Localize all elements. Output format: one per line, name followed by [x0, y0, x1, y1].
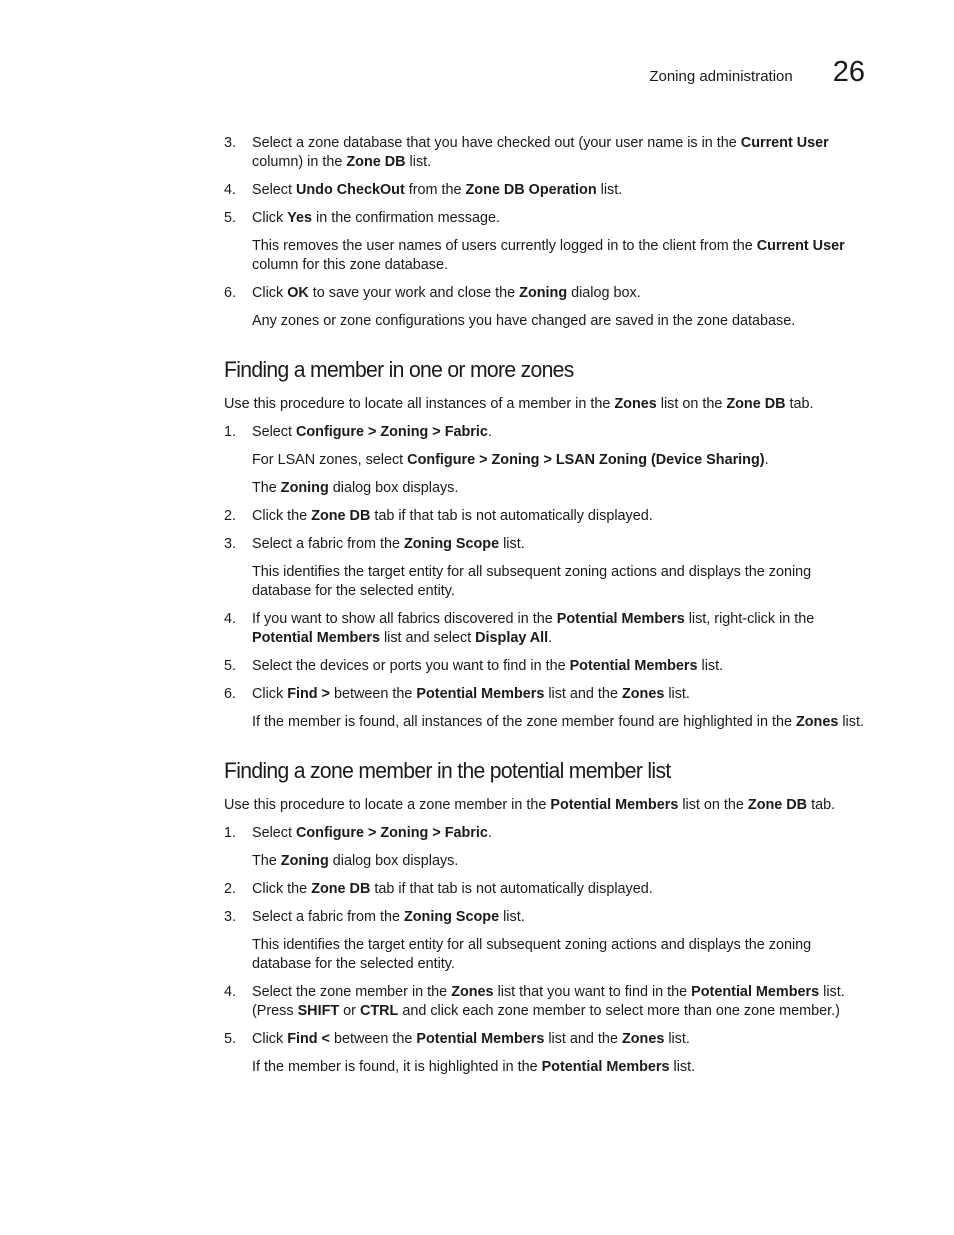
- step-number: 4.: [224, 182, 237, 198]
- text-run: between the: [329, 686, 417, 702]
- step-text: [252, 610, 864, 648]
- ui-term: Zone DB: [726, 396, 786, 412]
- text-run: list and the: [544, 1031, 622, 1047]
- text-run: Use this procedure to locate all instances of a member in the: [224, 396, 615, 412]
- step-text: [252, 1030, 864, 1049]
- step-text: [252, 423, 864, 442]
- ui-term: CTRL: [359, 1003, 399, 1019]
- text-run: Select a fabric from the: [252, 536, 404, 552]
- text-run: .: [487, 424, 492, 440]
- procedure-step: [224, 1030, 864, 1049]
- step-note: [252, 936, 864, 974]
- text-run: .: [487, 825, 492, 841]
- text-run: dialog box displays.: [328, 480, 459, 496]
- text-run: list on the: [678, 797, 748, 813]
- step-note: [252, 451, 864, 470]
- text-run: list.: [664, 1031, 690, 1047]
- step-note: [252, 563, 864, 601]
- ui-term: Zone DB: [311, 881, 371, 897]
- section-heading: Finding a member in one or more zones: [224, 357, 574, 382]
- step-note: [252, 852, 864, 871]
- document-body: [224, 134, 864, 1086]
- step-number: 6.: [224, 285, 237, 301]
- text-run: Select a fabric from the: [252, 909, 404, 925]
- text-run: list.: [499, 909, 525, 925]
- step-note: [252, 713, 864, 732]
- text-run: list.: [669, 1059, 696, 1075]
- procedure-step: [224, 908, 864, 927]
- chapter-number: 26: [832, 56, 865, 88]
- text-run: list.: [499, 536, 525, 552]
- text-run: Click: [252, 285, 288, 301]
- step-text: [252, 284, 864, 303]
- ui-term: Potential Members: [550, 797, 679, 813]
- step-text: [252, 181, 864, 200]
- step-note: [252, 1058, 864, 1077]
- text-run: Select a zone database that you have checked out (your user name is in the: [252, 135, 741, 151]
- text-run: list.: [405, 154, 432, 170]
- text-run: dialog box.: [567, 285, 641, 301]
- text-run: Select the devices or ports you want to find in the: [252, 658, 570, 674]
- procedure-step: [224, 423, 864, 442]
- procedure-step: [224, 209, 864, 228]
- intro-paragraph: [224, 395, 864, 414]
- text-run: Click: [252, 1031, 288, 1047]
- step-number: 5.: [224, 1031, 237, 1047]
- ui-term: Configure > Zoning > Fabric: [296, 424, 488, 440]
- step-number: 4.: [224, 984, 237, 1000]
- text-run: Any zones or zone configurations you have changed are saved in the zone database.: [252, 313, 796, 329]
- step-number: 3.: [224, 909, 237, 925]
- procedure-step: [224, 657, 864, 676]
- procedure-step: [224, 284, 864, 303]
- text-run: Select: [252, 182, 296, 198]
- text-run: list on the: [656, 396, 727, 412]
- ui-term: Display All: [475, 630, 549, 646]
- ui-term: Zoning: [280, 853, 329, 869]
- ui-term: Potential Members: [252, 630, 380, 646]
- text-run: tab if that tab is not automatically displayed.: [370, 881, 653, 897]
- text-run: list.: [838, 714, 864, 730]
- text-run: column) in the: [252, 154, 347, 170]
- ui-term: Zoning Scope: [403, 909, 500, 925]
- procedure-step: [224, 824, 864, 843]
- ui-term: Potential Members: [556, 611, 685, 627]
- text-run: list. (Press: [252, 984, 845, 1019]
- step-text: [252, 507, 864, 526]
- text-run: If the member is found, it is highlighted in the: [252, 1059, 542, 1075]
- text-run: .: [764, 452, 769, 468]
- text-run: Click: [252, 686, 288, 702]
- text-run: tab.: [785, 396, 814, 412]
- text-run: list and select: [379, 630, 476, 646]
- ui-term: Configure > Zoning > LSAN Zoning (Device Sharing): [407, 452, 765, 468]
- text-run: column for this zone database.: [252, 257, 448, 273]
- ui-term: Potential Members: [541, 1059, 670, 1075]
- ui-term: Current User: [756, 238, 845, 254]
- step-number: 6.: [224, 686, 237, 702]
- step-text: [252, 824, 864, 843]
- ui-term: Potential Members: [416, 686, 545, 702]
- ui-term: Zones: [621, 686, 665, 702]
- text-run: The: [252, 853, 281, 869]
- procedure-step: [224, 685, 864, 704]
- ui-term: Zones: [621, 1031, 665, 1047]
- text-run: from the: [404, 182, 466, 198]
- ui-term: Undo CheckOut: [296, 182, 405, 198]
- step-text: [252, 983, 864, 1021]
- ui-term: Zone DB: [346, 154, 406, 170]
- step-note: [252, 479, 864, 498]
- ui-term: Zoning: [280, 480, 329, 496]
- text-run: list that you want to find in the: [493, 984, 692, 1000]
- ui-term: OK: [287, 285, 309, 301]
- step-number: 5.: [224, 658, 237, 674]
- text-run: tab if that tab is not automatically displayed.: [370, 508, 653, 524]
- text-run: Select: [252, 825, 296, 841]
- step-note: [252, 237, 864, 275]
- procedure-step: [224, 610, 864, 648]
- text-run: For LSAN zones, select: [252, 452, 408, 468]
- ui-term: Yes: [287, 210, 312, 226]
- step-text: [252, 535, 864, 554]
- ui-term: SHIFT: [297, 1003, 340, 1019]
- text-run: tab.: [807, 797, 836, 813]
- procedure-step: [224, 134, 864, 172]
- step-text: [252, 209, 864, 228]
- text-run: Select the zone member in the: [252, 984, 452, 1000]
- text-run: list, right-click in the: [684, 611, 815, 627]
- step-text: [252, 685, 864, 704]
- text-run: Click the: [252, 881, 312, 897]
- ui-term: Current User: [740, 135, 829, 151]
- text-run: Use this procedure to locate a zone member in the: [224, 797, 551, 813]
- ui-term: Potential Members: [569, 658, 698, 674]
- ui-term: Zones: [451, 984, 494, 1000]
- ui-term: Zoning Scope: [403, 536, 500, 552]
- ui-term: Zone DB: [747, 797, 808, 813]
- text-run: to save your work and close the: [308, 285, 520, 301]
- text-run: The: [252, 480, 281, 496]
- procedure-step: [224, 181, 864, 200]
- running-header-title: Zoning administration: [649, 68, 793, 85]
- text-run: list and the: [544, 686, 622, 702]
- text-run: This identifies the target entity for all subsequent zoning actions and displays the zoning database for the selected entity.: [252, 937, 812, 972]
- text-run: This identifies the target entity for all subsequent zoning actions and displays the zoning database for the selected entity.: [252, 564, 812, 599]
- step-number: 2.: [224, 881, 237, 897]
- step-number: 3.: [224, 536, 237, 552]
- step-text: [252, 657, 864, 676]
- procedure-step: [224, 507, 864, 526]
- text-run: If you want to show all fabrics discovered in the: [252, 611, 557, 627]
- step-number: 4.: [224, 611, 237, 627]
- text-run: list.: [596, 182, 623, 198]
- step-number: 1.: [224, 424, 237, 440]
- intro-paragraph: [224, 796, 864, 815]
- procedure-step: [224, 983, 864, 1021]
- text-run: in the confirmation message.: [312, 210, 500, 226]
- ui-term: Zones: [614, 396, 657, 412]
- page-header: [649, 56, 865, 89]
- step-number: 2.: [224, 508, 237, 524]
- step-text: [252, 880, 864, 899]
- ui-term: Configure > Zoning > Fabric: [296, 825, 488, 841]
- ui-term: Find >: [287, 686, 330, 702]
- text-run: .: [548, 630, 553, 646]
- ui-term: Find <: [287, 1031, 330, 1047]
- step-number: 1.: [224, 825, 237, 841]
- text-run: Click: [252, 210, 288, 226]
- text-run: If the member is found, all instances of the zone member found are highlighted in the: [252, 714, 796, 730]
- ui-term: Zone DB: [311, 508, 371, 524]
- step-text: [252, 908, 864, 927]
- text-run: and click each zone member to select more than one zone member.): [398, 1003, 840, 1019]
- procedure-step: [224, 535, 864, 554]
- text-run: dialog box displays.: [328, 853, 459, 869]
- ui-term: Potential Members: [416, 1031, 545, 1047]
- step-note: [252, 312, 864, 331]
- section-heading: Finding a zone member in the potential member list: [224, 758, 671, 783]
- text-run: list.: [664, 686, 690, 702]
- text-run: between the: [329, 1031, 417, 1047]
- text-run: Select: [252, 424, 296, 440]
- step-number: 3.: [224, 135, 237, 151]
- ui-term: Zoning: [519, 285, 568, 301]
- text-run: list.: [697, 658, 724, 674]
- text-run: Click the: [252, 508, 312, 524]
- ui-term: Zones: [795, 714, 839, 730]
- step-number: 5.: [224, 210, 237, 226]
- ui-term: Zone DB Operation: [465, 182, 597, 198]
- text-run: or: [339, 1003, 360, 1019]
- ui-term: Potential Members: [691, 984, 820, 1000]
- procedure-step: [224, 880, 864, 899]
- text-run: This removes the user names of users currently logged in to the client from the: [252, 238, 757, 254]
- step-text: [252, 134, 864, 172]
